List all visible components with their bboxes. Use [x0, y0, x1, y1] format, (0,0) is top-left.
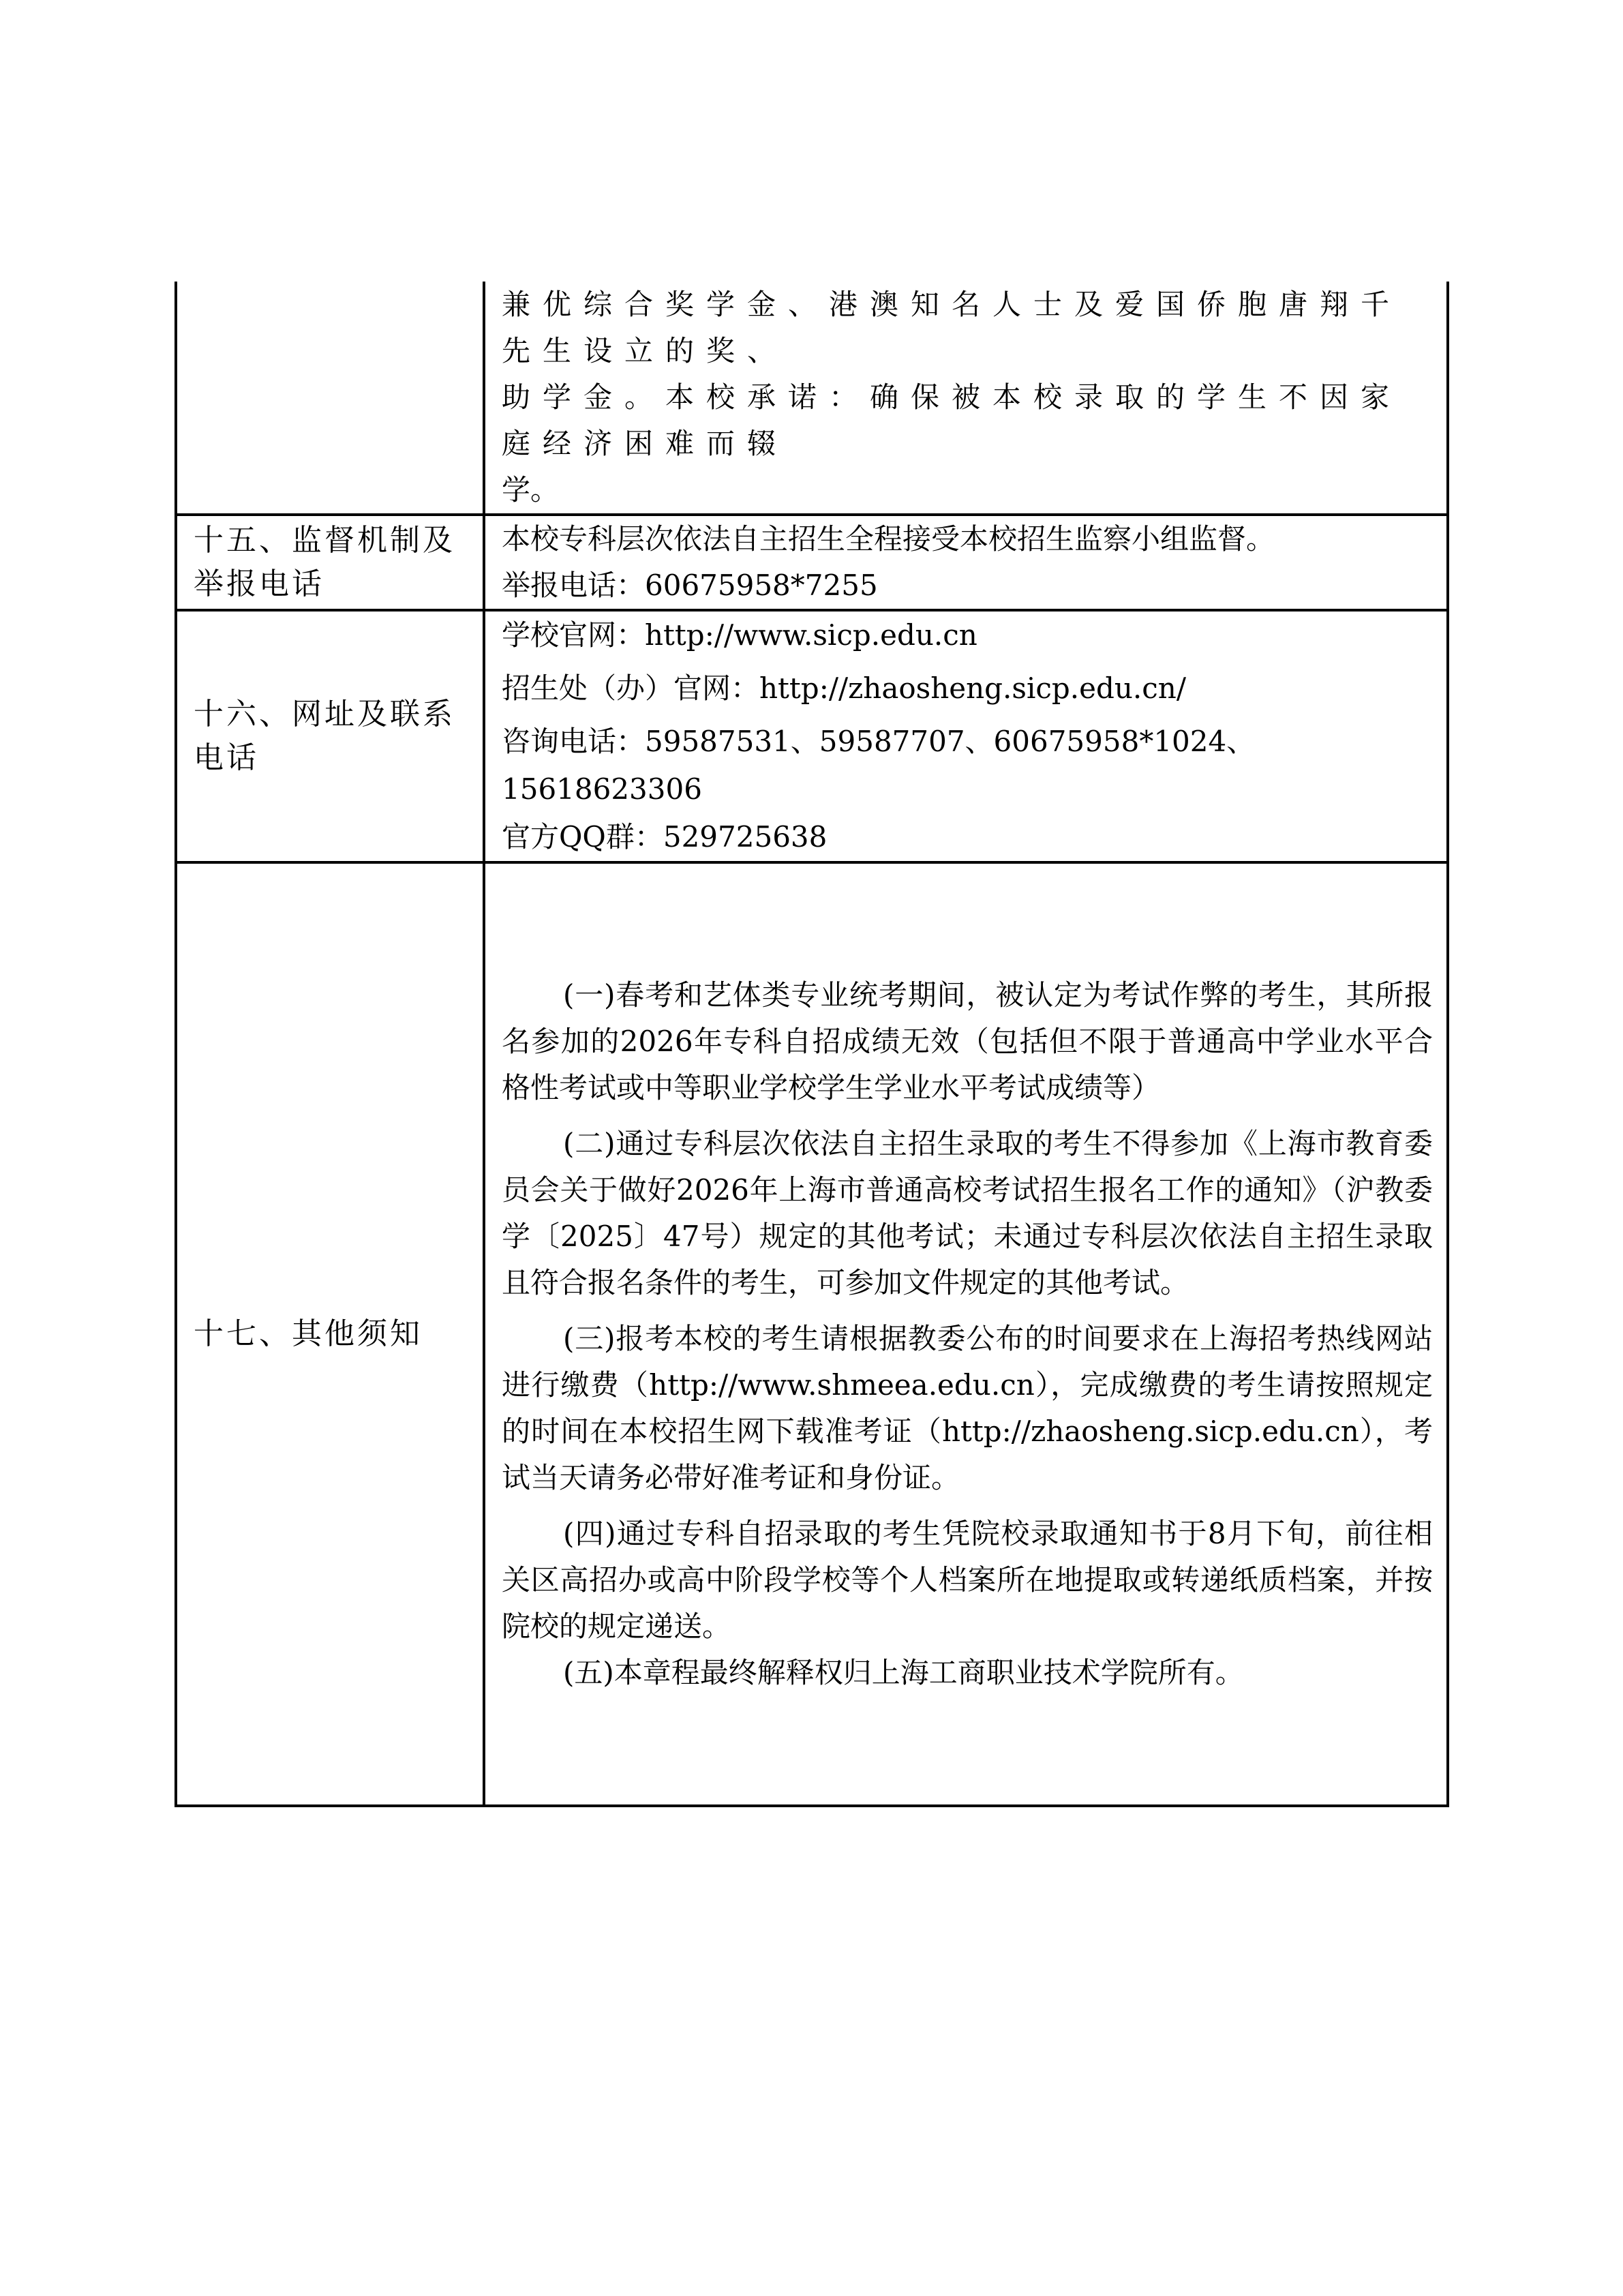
admissions-website: 招生处（办）官网：http://zhaosheng.sicp.edu.cn/	[502, 671, 1187, 705]
scholarship-line-3: 学。	[502, 473, 560, 507]
section-16-label	[176, 610, 484, 862]
contact-content	[484, 610, 1448, 862]
qq-group: 官方QQ群：529725638	[502, 820, 828, 854]
section-16-label-line-2: 电话	[194, 740, 259, 775]
table-row-scholarship	[176, 282, 1448, 515]
report-phone: 举报电话：60675958*7255	[502, 569, 878, 602]
table-row-supervision	[176, 515, 1448, 610]
section-16-label-line-1: 十六、网址及联系	[194, 697, 455, 731]
note-item-4: (四)通过专科自招录取的考生凭院校录取通知书于8月下旬，前往相关区高招办或高中阶段学校等个人档案所在地提取或转递纸质档案，并按院校的规定递送。	[502, 1517, 1433, 1643]
section-15-label-line-1: 十五、监督机制及	[194, 523, 455, 558]
supervision-text: 本校专科层次依法自主招生全程接受本校招生监察小组监督。	[502, 522, 1275, 556]
note-item-3: (三)报考本校的考生请根据教委公布的时间要求在上海招考热线网站进行缴费（http://www.shmeea.edu.cn），完成缴费的考生请按照规定的时间在本校招生网下载准考证（http://zhaosheng.sicp.edu.cn），考试当天请务必带好准考证和身份证。	[502, 1322, 1433, 1494]
scholarship-content	[484, 282, 1448, 515]
note-item-2: (二)通过专科层次依法自主招生录取的考生不得参加《上海市教育委员会关于做好2026年上海市普通高校考试招生报名工作的通知》（沪教委学〔2025〕47号）规定的其他考试；未通过专科层次依法自主招生录取且符合报名条件的考生，可参加文件规定的其他考试。	[502, 1127, 1433, 1299]
supervision-content	[484, 515, 1448, 610]
other-notes-content	[484, 862, 1448, 1806]
row-label-empty	[176, 282, 484, 515]
section-15-label	[176, 515, 484, 610]
table-row-contact	[176, 610, 1448, 862]
table-row-other-notes	[176, 862, 1448, 1806]
school-website: 学校官网：http://www.sicp.edu.cn	[502, 618, 977, 652]
admission-info-table	[175, 282, 1449, 1807]
section-17-label: 十七、其他须知	[176, 862, 484, 1806]
scholarship-line-2: 助学金。本校承诺：确保被本校录取的学生不因家庭经济困难而辍	[502, 380, 1402, 460]
note-item-1: (一)春考和艺体类专业统考期间，被认定为考试作弊的考生，其所报名参加的2026年专科自招成绩无效（包括但不限于普通高中学业水平合格性考试或中等职业学校学生学业水平考试成绩等）	[502, 978, 1433, 1104]
consult-phone: 咨询电话：59587531、59587707、60675958*1024、15618623306	[502, 725, 1256, 806]
note-item-5: (五)本章程最终解释权归上海工商职业技术学院所有。	[563, 1656, 1244, 1689]
scholarship-line-1: 兼优综合奖学金、港澳知名人士及爱国侨胞唐翔千先生设立的奖、	[502, 288, 1402, 367]
section-15-label-line-2: 举报电话	[194, 567, 324, 601]
